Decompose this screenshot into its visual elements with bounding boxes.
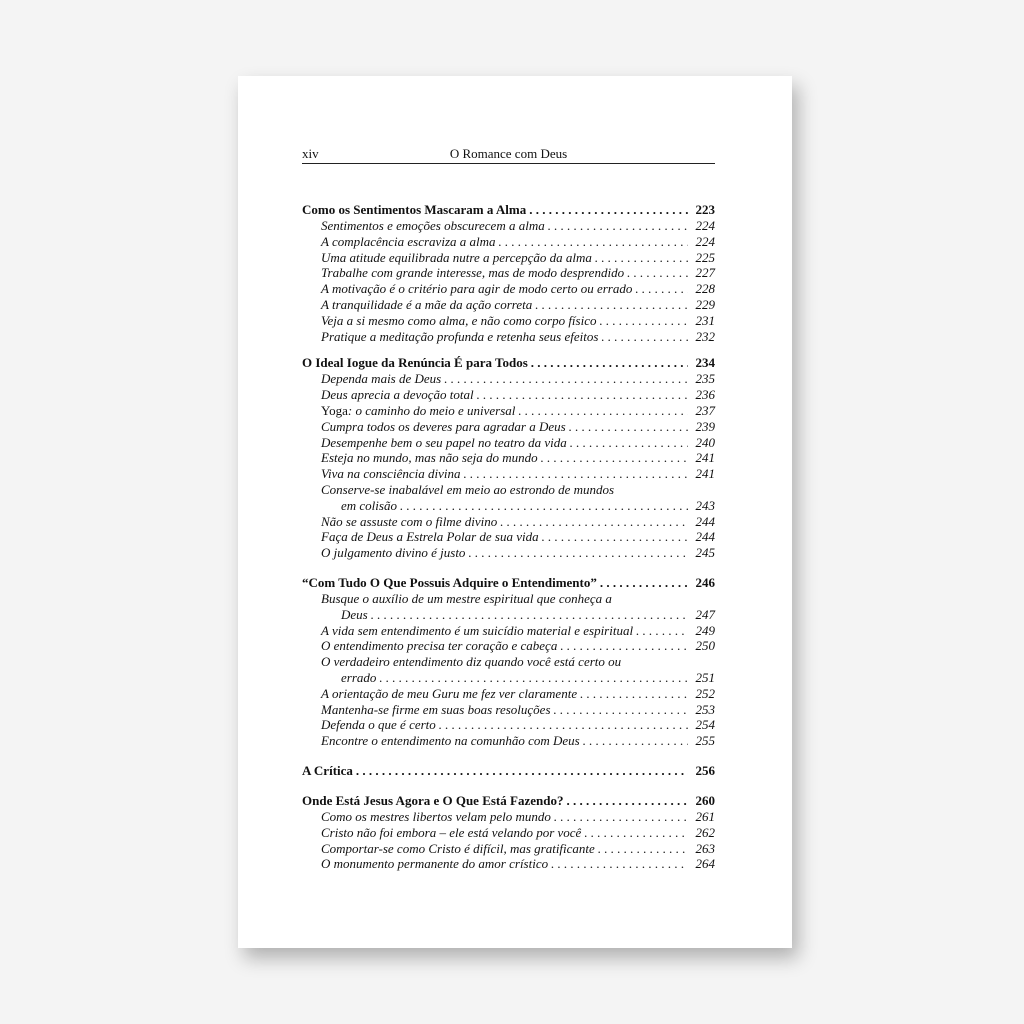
toc-entry[interactable]: Cristo não foi embora – ele está velando por você . . . 262 bbox=[302, 825, 715, 841]
toc-entry[interactable]: Como os mestres libertos velam pelo mundo . . . 261 bbox=[302, 809, 715, 825]
dot-leader bbox=[583, 733, 688, 749]
toc-entry[interactable]: A orientação de meu Guru me fez ver claramente . . . 252 bbox=[302, 686, 715, 702]
dot-leader bbox=[518, 403, 688, 419]
dot-leader bbox=[535, 297, 688, 313]
toc-entry[interactable]: Viva na consciência divina . . . 241 bbox=[302, 466, 715, 482]
toc-section bbox=[302, 202, 715, 344]
dot-leader bbox=[499, 234, 689, 250]
dot-leader bbox=[371, 607, 688, 623]
toc-section bbox=[302, 793, 715, 872]
toc-section bbox=[302, 355, 715, 561]
dot-leader bbox=[529, 202, 688, 218]
chapter-page: 234 bbox=[695, 355, 715, 371]
toc-chapter[interactable]: “Com Tudo O Que Possuis Adquire o Entendimento” . . . 246 bbox=[302, 575, 715, 591]
toc-entry[interactable]: Veja a si mesmo como alma, e não como corpo físico . . . 231 bbox=[302, 313, 715, 329]
chapter-page: 256 bbox=[695, 762, 715, 778]
page-number: xiv bbox=[302, 146, 319, 161]
toc-entry-line1[interactable]: Busque o auxílio de um mestre espiritual que conheça a bbox=[321, 590, 612, 606]
dot-leader bbox=[551, 856, 688, 872]
dot-leader bbox=[356, 763, 688, 779]
table-of-contents bbox=[302, 202, 715, 883]
toc-entry[interactable]: errado . . . 251 bbox=[302, 670, 715, 686]
dot-leader bbox=[477, 387, 688, 403]
toc-entry[interactable]: O entendimento precisa ter coração e cabeça . . . 250 bbox=[302, 638, 715, 654]
dot-leader bbox=[636, 623, 688, 639]
toc-entry-line1[interactable]: Conserve-se inabalável em meio ao estrondo de mundos bbox=[321, 481, 615, 497]
toc-entry[interactable]: A vida sem entendimento é um suicídio material e espiritual . . . 249 bbox=[302, 623, 715, 639]
toc-entry[interactable]: A tranquilidade é a mãe da ação correta . . . 229 bbox=[302, 297, 715, 313]
toc-entry[interactable]: Encontre o entendimento na comunhão com Deus . . . 255 bbox=[302, 733, 715, 749]
dot-leader bbox=[566, 793, 688, 809]
dot-leader bbox=[400, 498, 688, 514]
chapter-page: 246 bbox=[695, 574, 715, 590]
dot-leader bbox=[542, 529, 688, 545]
dot-leader bbox=[541, 450, 688, 466]
toc-entry[interactable]: A motivação é o critério para agir de modo certo ou errado . . . 228 bbox=[302, 281, 715, 297]
toc-entry[interactable]: A complacência escraviza a alma . . . 224 bbox=[302, 234, 715, 250]
dot-leader bbox=[580, 686, 688, 702]
chapter-page: 260 bbox=[695, 792, 715, 808]
dot-leader bbox=[570, 435, 688, 451]
toc-entry[interactable]: Uma atitude equilibrada nutre a percepção da alma . . . 225 bbox=[302, 250, 715, 266]
toc-entry[interactable]: Yoga: o caminho do meio e universal . . . 237 bbox=[302, 403, 715, 419]
dot-leader bbox=[600, 313, 689, 329]
dot-leader bbox=[444, 371, 688, 387]
toc-entry-line1[interactable]: O verdadeiro entendimento diz quando você está certo ou bbox=[321, 654, 622, 670]
chapter-page: 223 bbox=[695, 202, 715, 217]
toc-entry[interactable]: em colisão . . . 243 bbox=[302, 498, 715, 514]
dot-leader bbox=[635, 281, 688, 297]
toc-entry[interactable]: Deus . . . 247 bbox=[302, 607, 715, 623]
toc-entry[interactable]: Cumpra todos os deveres para agradar a Deus . . . 239 bbox=[302, 419, 715, 435]
running-title: O Romance com Deus bbox=[449, 146, 568, 161]
toc-entry[interactable]: O monumento permanente do amor crístico . . . 264 bbox=[302, 856, 715, 872]
dot-leader bbox=[627, 265, 688, 281]
toc-section bbox=[302, 763, 715, 779]
dot-leader bbox=[548, 218, 688, 234]
dot-leader bbox=[554, 809, 688, 825]
toc-entry[interactable]: Dependa mais de Deus . . . 235 bbox=[302, 371, 715, 387]
dot-leader bbox=[569, 419, 688, 435]
dot-leader bbox=[601, 329, 688, 345]
toc-entry[interactable]: Não se assuste com o filme divino . . . 244 bbox=[302, 514, 715, 530]
dot-leader bbox=[595, 250, 688, 266]
dot-leader bbox=[463, 466, 688, 482]
toc-entry[interactable]: Pratique a meditação profunda e retenha seus efeitos . . . 232 bbox=[302, 329, 715, 345]
dot-leader bbox=[379, 670, 688, 686]
book-page bbox=[238, 76, 792, 948]
toc-entry[interactable]: Defenda o que é certo . . . 254 bbox=[302, 717, 715, 733]
toc-entry[interactable]: Faça de Deus a Estrela Polar de sua vida . . . 244 bbox=[302, 529, 715, 545]
toc-entry[interactable]: Esteja no mundo, mas não seja do mundo . . . 241 bbox=[302, 450, 715, 466]
dot-leader bbox=[600, 575, 688, 591]
toc-entry[interactable]: Sentimentos e emoções obscurecem a alma . . . 224 bbox=[302, 218, 715, 234]
toc-chapter[interactable]: Como os Sentimentos Mascaram a Alma . . . 223 bbox=[302, 202, 715, 218]
toc-entry[interactable]: Comportar-se como Cristo é difícil, mas gratificante . . . 263 bbox=[302, 841, 715, 857]
toc-entry[interactable]: Deus aprecia a devoção total . . . 236 bbox=[302, 387, 715, 403]
toc-chapter[interactable]: A Crítica . . . 256 bbox=[302, 763, 715, 779]
yoga-term: Yoga bbox=[321, 402, 348, 418]
dot-leader bbox=[500, 514, 688, 530]
running-header bbox=[302, 146, 715, 164]
dot-leader bbox=[560, 638, 688, 654]
toc-entry[interactable]: Trabalhe com grande interesse, mas de modo desprendido . . . 227 bbox=[302, 265, 715, 281]
toc-entry[interactable]: O julgamento divino é justo . . . 245 bbox=[302, 545, 715, 561]
dot-leader bbox=[584, 825, 688, 841]
dot-leader bbox=[554, 702, 688, 718]
toc-entry[interactable]: Mantenha-se firme em suas boas resoluções . . . 253 bbox=[302, 702, 715, 718]
dot-leader bbox=[468, 545, 688, 561]
dot-leader bbox=[531, 355, 688, 371]
toc-section bbox=[302, 575, 715, 749]
toc-chapter[interactable]: Onde Está Jesus Agora e O Que Está Fazendo? . . . 260 bbox=[302, 793, 715, 809]
toc-entry[interactable]: Desempenhe bem o seu papel no teatro da vida . . . 240 bbox=[302, 435, 715, 451]
toc-chapter[interactable]: O Ideal Iogue da Renúncia É para Todos . . . 234 bbox=[302, 355, 715, 371]
dot-leader bbox=[598, 841, 688, 857]
dot-leader bbox=[439, 717, 688, 733]
